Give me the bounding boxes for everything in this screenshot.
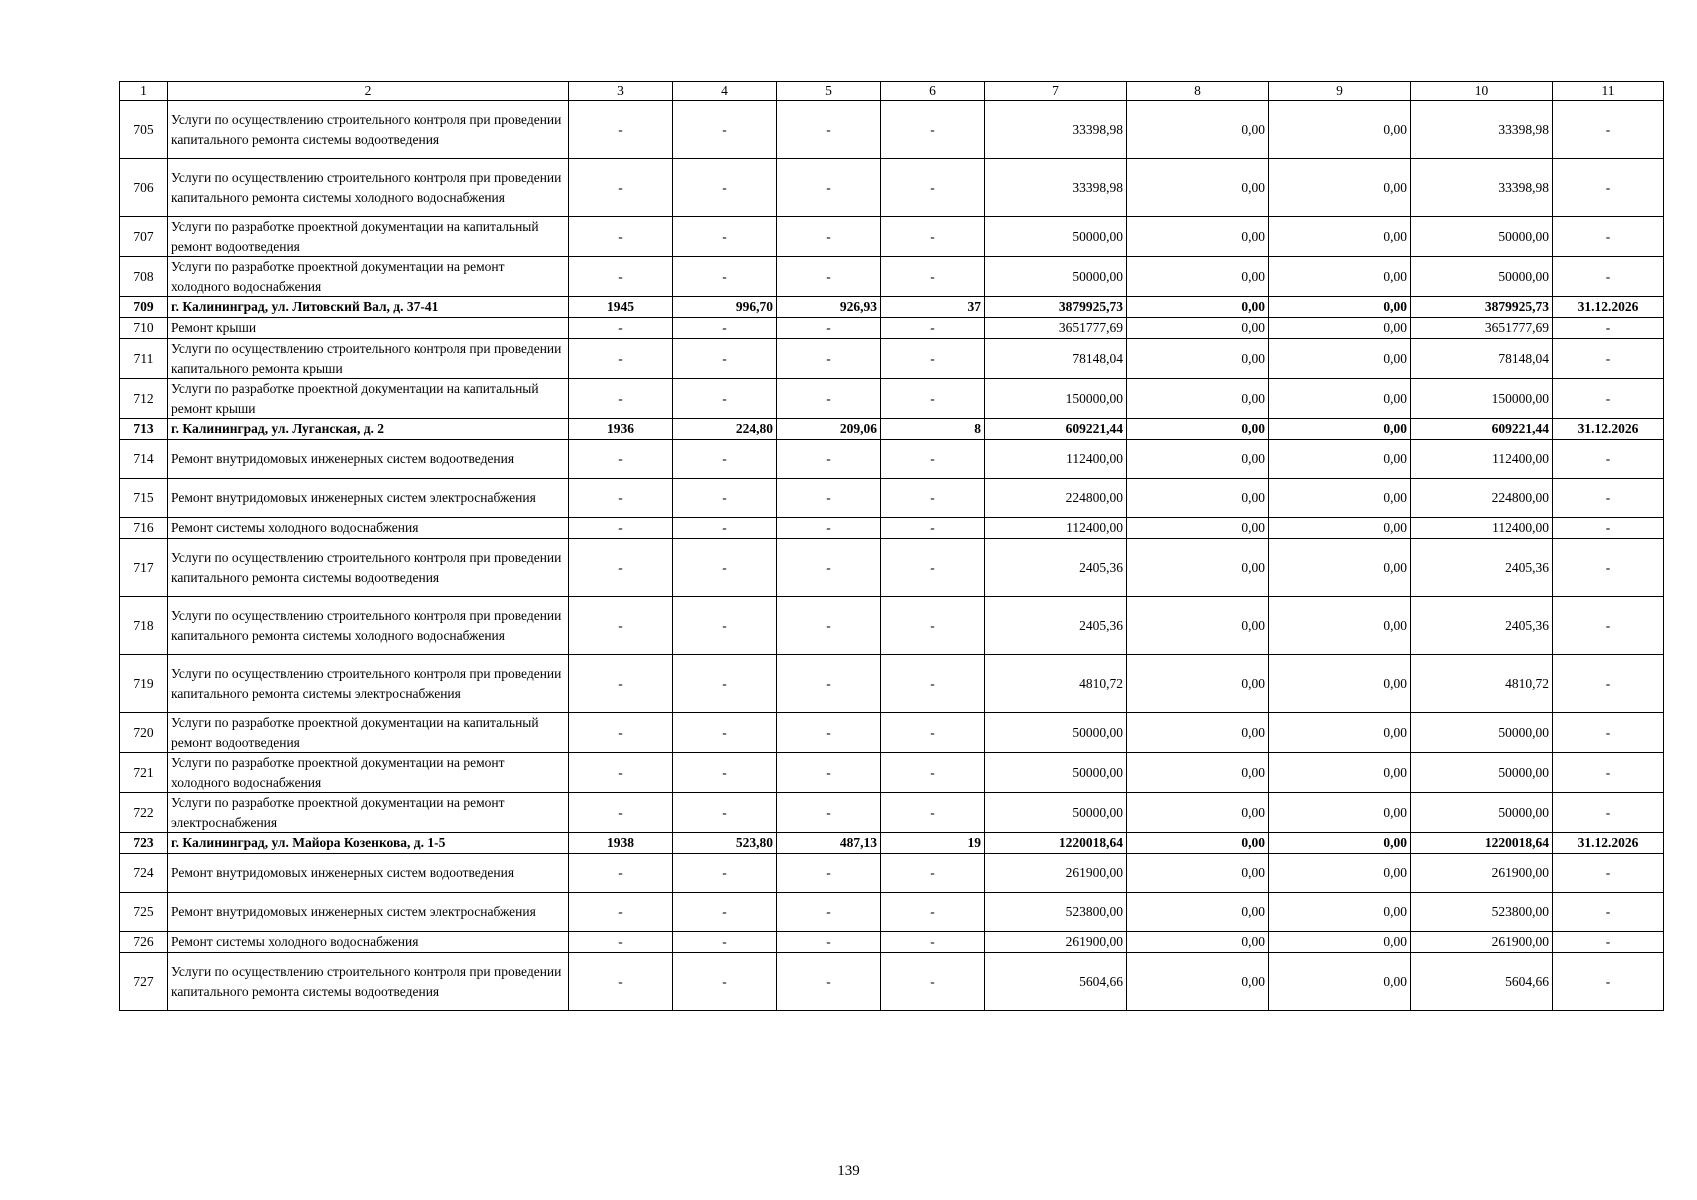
cell-col-5: - [777,318,881,339]
cell-col-8: 0,00 [1127,440,1269,479]
cell-col-11: - [1553,217,1664,257]
cell-col-7: 78148,04 [985,339,1127,379]
cell-col-5: - [777,932,881,953]
cell-col-7: 2405,36 [985,597,1127,655]
cell-col-8: 0,00 [1127,217,1269,257]
cell-col-10: 261900,00 [1411,932,1553,953]
cell-col-5: 209,06 [777,419,881,440]
cell-col-9: 0,00 [1269,932,1411,953]
cell-col-7: 2405,36 [985,539,1127,597]
row-number: 711 [120,339,168,379]
cell-col-6: - [881,379,985,419]
row-number: 718 [120,597,168,655]
cell-col-8: 0,00 [1127,932,1269,953]
cell-col-10: 5604,66 [1411,953,1553,1011]
cell-col-5: - [777,793,881,833]
cell-col-9: 0,00 [1269,655,1411,713]
row-number: 721 [120,753,168,793]
work-description: Ремонт крыши [168,318,569,339]
cell-col-6: - [881,713,985,753]
cell-col-5: - [777,893,881,932]
row-number: 710 [120,318,168,339]
cell-col-9: 0,00 [1269,753,1411,793]
cell-col-11: - [1553,539,1664,597]
cell-col-4: - [673,932,777,953]
work-description: Ремонт системы холодного водоснабжения [168,518,569,539]
cell-col-11: - [1553,953,1664,1011]
row-number: 708 [120,257,168,297]
cell-col-5: - [777,713,881,753]
cell-col-8: 0,00 [1127,518,1269,539]
cell-col-10: 224800,00 [1411,479,1553,518]
cell-col-11: - [1553,713,1664,753]
cell-col-8: 0,00 [1127,655,1269,713]
cell-col-10: 3879925,73 [1411,297,1553,318]
table-row [120,893,1664,932]
cell-col-3: - [569,339,673,379]
cell-col-8: 0,00 [1127,159,1269,217]
cell-col-4: - [673,217,777,257]
cell-col-10: 150000,00 [1411,379,1553,419]
header-row [120,82,1664,101]
cell-col-11: - [1553,479,1664,518]
cell-col-8: 0,00 [1127,597,1269,655]
cell-col-10: 50000,00 [1411,257,1553,297]
column-header: 9 [1269,82,1411,101]
work-description: Услуги по осуществлению строительного контроля при проведении капитального ремонта системы водоотведения [168,953,569,1011]
cell-col-8: 0,00 [1127,297,1269,318]
work-description: Услуги по разработке проектной документации на капитальный ремонт крыши [168,379,569,419]
work-description: Ремонт внутридомовых инженерных систем электроснабжения [168,479,569,518]
cell-col-8: 0,00 [1127,101,1269,159]
table-row [120,953,1664,1011]
table-row [120,479,1664,518]
cell-col-6: - [881,597,985,655]
column-header: 11 [1553,82,1664,101]
cell-col-9: 0,00 [1269,379,1411,419]
column-header: 2 [168,82,569,101]
cell-col-6: - [881,753,985,793]
cell-col-7: 150000,00 [985,379,1127,419]
column-header: 4 [673,82,777,101]
cell-col-4: - [673,159,777,217]
row-number: 724 [120,854,168,893]
cell-col-9: 0,00 [1269,539,1411,597]
work-description: г. Калининград, ул. Майора Козенкова, д. 1-5 [168,833,569,854]
row-number: 719 [120,655,168,713]
cell-col-9: 0,00 [1269,440,1411,479]
cell-col-4: - [673,339,777,379]
cell-col-4: - [673,597,777,655]
cell-col-6: - [881,893,985,932]
cell-col-11: - [1553,753,1664,793]
cell-col-5: - [777,953,881,1011]
cell-col-3: - [569,539,673,597]
cell-col-9: 0,00 [1269,318,1411,339]
work-description: Услуги по осуществлению строительного контроля при проведении капитального ремонта системы электроснабжения [168,655,569,713]
cell-col-6: - [881,932,985,953]
cell-col-5: - [777,217,881,257]
cell-col-8: 0,00 [1127,257,1269,297]
cell-col-8: 0,00 [1127,854,1269,893]
cell-col-5: 926,93 [777,297,881,318]
table-row [120,518,1664,539]
cell-col-7: 50000,00 [985,257,1127,297]
cell-col-3: - [569,893,673,932]
address-row [120,419,1664,440]
cell-col-10: 33398,98 [1411,101,1553,159]
work-description: Услуги по осуществлению строительного контроля при проведении капитального ремонта системы водоотведения [168,539,569,597]
cell-col-4: - [673,793,777,833]
row-number: 715 [120,479,168,518]
work-description: Ремонт внутридомовых инженерных систем электроснабжения [168,893,569,932]
column-header: 1 [120,82,168,101]
table-row [120,932,1664,953]
cell-col-4: - [673,655,777,713]
cell-col-10: 3651777,69 [1411,318,1553,339]
column-header: 10 [1411,82,1553,101]
cell-col-4: - [673,479,777,518]
cell-col-8: 0,00 [1127,893,1269,932]
cell-col-11: - [1553,518,1664,539]
cell-col-6: - [881,793,985,833]
table-row [120,753,1664,793]
cell-col-10: 112400,00 [1411,518,1553,539]
cell-col-3: - [569,953,673,1011]
table-row [120,440,1664,479]
work-description: Услуги по осуществлению строительного контроля при проведении капитального ремонта системы холодного водоснабжения [168,597,569,655]
table-row [120,339,1664,379]
table-row [120,597,1664,655]
cell-col-8: 0,00 [1127,318,1269,339]
row-number: 720 [120,713,168,753]
cell-col-5: - [777,655,881,713]
cell-col-8: 0,00 [1127,539,1269,597]
cell-col-5: - [777,597,881,655]
cell-col-8: 0,00 [1127,379,1269,419]
table-row [120,101,1664,159]
cell-col-3: - [569,932,673,953]
cell-col-8: 0,00 [1127,713,1269,753]
cell-col-11: - [1553,893,1664,932]
cell-col-7: 3651777,69 [985,318,1127,339]
cell-col-5: - [777,257,881,297]
table-row [120,318,1664,339]
cell-col-6: - [881,217,985,257]
cell-col-5: - [777,479,881,518]
cell-col-5: - [777,440,881,479]
cell-col-3: - [569,655,673,713]
cell-col-9: 0,00 [1269,597,1411,655]
cell-col-6: 37 [881,297,985,318]
table-row [120,159,1664,217]
cell-col-5: - [777,753,881,793]
cell-col-5: - [777,379,881,419]
cell-col-7: 5604,66 [985,953,1127,1011]
cell-col-6: 19 [881,833,985,854]
table-row [120,257,1664,297]
column-header: 5 [777,82,881,101]
cell-col-4: - [673,753,777,793]
row-number: 706 [120,159,168,217]
cell-col-9: 0,00 [1269,217,1411,257]
cell-col-10: 261900,00 [1411,854,1553,893]
cell-col-7: 50000,00 [985,713,1127,753]
cell-col-3: - [569,854,673,893]
cell-col-5: - [777,854,881,893]
row-number: 727 [120,953,168,1011]
cell-col-7: 3879925,73 [985,297,1127,318]
cell-col-9: 0,00 [1269,101,1411,159]
cell-col-6: - [881,479,985,518]
column-header: 8 [1127,82,1269,101]
cell-col-9: 0,00 [1269,297,1411,318]
cell-col-10: 4810,72 [1411,655,1553,713]
row-number: 716 [120,518,168,539]
cell-col-3: - [569,379,673,419]
column-header: 6 [881,82,985,101]
row-number: 707 [120,217,168,257]
work-description: Ремонт внутридомовых инженерных систем водоотведения [168,440,569,479]
cell-col-7: 261900,00 [985,932,1127,953]
cell-col-3: - [569,597,673,655]
cell-col-5: - [777,159,881,217]
cell-col-11: - [1553,257,1664,297]
cell-col-4: - [673,539,777,597]
row-number: 709 [120,297,168,318]
cell-col-9: 0,00 [1269,479,1411,518]
work-description: Услуги по осуществлению строительного контроля при проведении капитального ремонта системы водоотведения [168,101,569,159]
cell-col-10: 33398,98 [1411,159,1553,217]
cell-col-3: 1938 [569,833,673,854]
cell-col-10: 50000,00 [1411,217,1553,257]
cell-col-11: - [1553,318,1664,339]
table-row [120,713,1664,753]
cell-col-3: - [569,101,673,159]
cell-col-4: - [673,318,777,339]
cell-col-5: - [777,539,881,597]
cell-col-10: 1220018,64 [1411,833,1553,854]
cell-col-4: - [673,953,777,1011]
cell-col-9: 0,00 [1269,257,1411,297]
cell-col-4: - [673,257,777,297]
work-description: г. Калининград, ул. Литовский Вал, д. 37-41 [168,297,569,318]
cell-col-8: 0,00 [1127,953,1269,1011]
cell-col-8: 0,00 [1127,479,1269,518]
cell-col-4: - [673,713,777,753]
work-description: Услуги по осуществлению строительного контроля при проведении капитального ремонта крыши [168,339,569,379]
cell-col-11: - [1553,597,1664,655]
table-row [120,539,1664,597]
cell-col-3: - [569,217,673,257]
cell-col-3: - [569,793,673,833]
cell-col-10: 2405,36 [1411,597,1553,655]
cell-col-4: 523,80 [673,833,777,854]
cell-col-7: 609221,44 [985,419,1127,440]
cell-col-6: - [881,257,985,297]
table-row [120,854,1664,893]
cell-col-8: 0,00 [1127,833,1269,854]
cell-col-6: 8 [881,419,985,440]
cell-col-8: 0,00 [1127,419,1269,440]
column-header: 7 [985,82,1127,101]
row-number: 705 [120,101,168,159]
cell-col-7: 523800,00 [985,893,1127,932]
cell-col-9: 0,00 [1269,833,1411,854]
cell-col-4: - [673,440,777,479]
cell-col-6: - [881,440,985,479]
row-number: 723 [120,833,168,854]
cell-col-3: - [569,440,673,479]
cell-col-6: - [881,159,985,217]
cell-col-7: 33398,98 [985,159,1127,217]
work-description: г. Калининград, ул. Луганская, д. 2 [168,419,569,440]
row-number: 714 [120,440,168,479]
page-number: 139 [837,1163,860,1179]
cell-col-8: 0,00 [1127,753,1269,793]
work-description: Услуги по осуществлению строительного контроля при проведении капитального ремонта системы холодного водоснабжения [168,159,569,217]
cell-col-9: 0,00 [1269,159,1411,217]
cell-col-7: 1220018,64 [985,833,1127,854]
cell-col-5: - [777,101,881,159]
cell-col-10: 50000,00 [1411,793,1553,833]
cell-col-9: 0,00 [1269,713,1411,753]
cell-col-10: 112400,00 [1411,440,1553,479]
cell-col-6: - [881,655,985,713]
cell-col-9: 0,00 [1269,854,1411,893]
cell-col-3: 1936 [569,419,673,440]
cell-col-5: - [777,518,881,539]
cell-col-6: - [881,953,985,1011]
table-row [120,217,1664,257]
work-description: Ремонт внутридомовых инженерных систем водоотведения [168,854,569,893]
cell-col-11: - [1553,159,1664,217]
cell-col-3: - [569,713,673,753]
cell-col-4: - [673,518,777,539]
cell-col-4: - [673,379,777,419]
cell-col-7: 112400,00 [985,440,1127,479]
cell-col-3: - [569,479,673,518]
cell-col-4: 996,70 [673,297,777,318]
work-description: Услуги по разработке проектной документации на ремонт электроснабжения [168,793,569,833]
cell-col-11: - [1553,793,1664,833]
cell-col-7: 33398,98 [985,101,1127,159]
cell-col-11: - [1553,339,1664,379]
cell-col-3: - [569,518,673,539]
cell-col-11: - [1553,932,1664,953]
table-row [120,379,1664,419]
cell-col-9: 0,00 [1269,518,1411,539]
cell-col-11: - [1553,854,1664,893]
cell-col-10: 78148,04 [1411,339,1553,379]
work-description: Услуги по разработке проектной документации на капитальный ремонт водоотведения [168,713,569,753]
cell-col-3: - [569,318,673,339]
table-row [120,793,1664,833]
cell-col-6: - [881,518,985,539]
cell-col-5: - [777,339,881,379]
row-number: 717 [120,539,168,597]
cell-col-11: - [1553,440,1664,479]
cell-col-7: 50000,00 [985,753,1127,793]
cell-col-9: 0,00 [1269,953,1411,1011]
row-number: 712 [120,379,168,419]
cell-col-8: 0,00 [1127,793,1269,833]
cell-col-10: 50000,00 [1411,713,1553,753]
data-table [119,81,1664,1011]
row-number: 725 [120,893,168,932]
address-row [120,297,1664,318]
row-number: 722 [120,793,168,833]
cell-col-4: - [673,893,777,932]
cell-col-7: 224800,00 [985,479,1127,518]
cell-col-9: 0,00 [1269,793,1411,833]
cell-col-7: 4810,72 [985,655,1127,713]
work-description: Ремонт системы холодного водоснабжения [168,932,569,953]
cell-col-3: - [569,257,673,297]
table-row [120,655,1664,713]
cell-col-6: - [881,339,985,379]
cell-col-9: 0,00 [1269,893,1411,932]
work-description: Услуги по разработке проектной документации на ремонт холодного водоснабжения [168,257,569,297]
cell-col-11: 31.12.2026 [1553,297,1664,318]
row-number: 713 [120,419,168,440]
cell-col-6: - [881,539,985,597]
cell-col-11: 31.12.2026 [1553,419,1664,440]
cell-col-7: 112400,00 [985,518,1127,539]
column-header: 3 [569,82,673,101]
cell-col-6: - [881,101,985,159]
cell-col-11: - [1553,379,1664,419]
address-row [120,833,1664,854]
cell-col-7: 261900,00 [985,854,1127,893]
cell-col-11: 31.12.2026 [1553,833,1664,854]
cell-col-7: 50000,00 [985,793,1127,833]
cell-col-5: 487,13 [777,833,881,854]
cell-col-10: 523800,00 [1411,893,1553,932]
table-body [120,82,1664,1011]
cell-col-3: 1945 [569,297,673,318]
cell-col-9: 0,00 [1269,339,1411,379]
cell-col-10: 609221,44 [1411,419,1553,440]
row-number: 726 [120,932,168,953]
cell-col-7: 50000,00 [985,217,1127,257]
work-description: Услуги по разработке проектной документации на ремонт холодного водоснабжения [168,753,569,793]
cell-col-3: - [569,753,673,793]
cell-col-11: - [1553,101,1664,159]
cell-col-3: - [569,159,673,217]
cell-col-6: - [881,318,985,339]
cell-col-8: 0,00 [1127,339,1269,379]
cell-col-11: - [1553,655,1664,713]
cell-col-4: - [673,101,777,159]
cell-col-6: - [881,854,985,893]
cell-col-10: 2405,36 [1411,539,1553,597]
cell-col-4: - [673,854,777,893]
cell-col-9: 0,00 [1269,419,1411,440]
cell-col-4: 224,80 [673,419,777,440]
work-description: Услуги по разработке проектной документации на капитальный ремонт водоотведения [168,217,569,257]
cell-col-10: 50000,00 [1411,753,1553,793]
